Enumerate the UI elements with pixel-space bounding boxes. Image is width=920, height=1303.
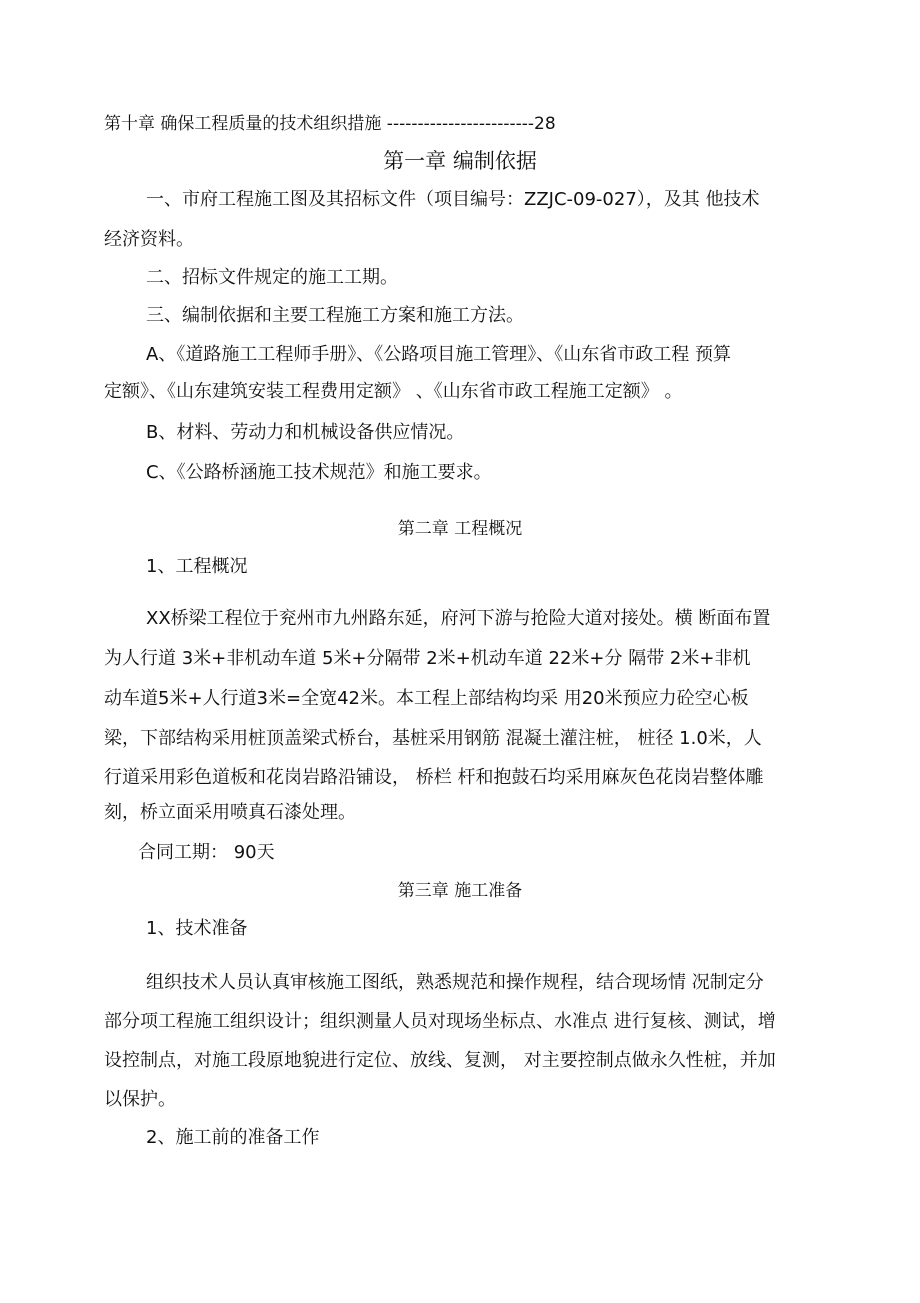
chapter2-para-line: 梁，下部结构采用桩顶盖梁式桥台，基桩采用钢筋 混凝土灌注桩， 桩径 1.0米，人 (104, 728, 762, 749)
chapter1-itemA-line1: A、《道路施工工程师手册》、《公路项目施工管理》、《山东省市政工程 预算 (146, 344, 732, 365)
chapter2-para-line: 刻，桥立面采用喷真石漆处理。 (104, 802, 356, 823)
chapter2-para-line: 为人行道 3米+非机动车道 5米+分隔带 2米+机动车道 22米+分 隔带 2米+非机 (104, 648, 751, 669)
chapter1-title: 第一章 编制依据 (383, 149, 537, 173)
chapter1-item1-line2: 经济资料。 (104, 229, 194, 250)
chapter3-para-line: 以保护。 (104, 1089, 176, 1110)
chapter2-title: 第二章 工程概况 (397, 519, 523, 539)
toc-entry: 第十章 确保工程质量的技术组织措施 ------------------------28 (104, 114, 556, 134)
chapter3-subheading-2: 2、施工前的准备工作 (146, 1127, 320, 1148)
chapter3-para-line: 组织技术人员认真审核施工图纸，熟悉规范和操作规程，结合现场情 况制定分 (146, 972, 764, 993)
chapter1-itemB: B、材料、劳动力和机械设备供应情况。 (146, 422, 465, 443)
chapter1-itemA-line2: 定额》、《山东建筑安装工程费用定额》 、《山东省市政工程施工定额》 。 (104, 381, 683, 402)
chapter2-para-line: 行道采用彩色道板和花岗岩路沿铺设， 桥栏 杆和抱鼓石均采用麻灰色花岗岩整体雕 (104, 767, 764, 788)
chapter3-para-line: 设控制点，对施工段原地貌进行定位、放线、复测， 对主要控制点做永久性桩，并加 (104, 1050, 776, 1071)
chapter3-title: 第三章 施工准备 (397, 881, 523, 901)
chapter3-para-line: 部分项工程施工组织设计；组织测量人员对现场坐标点、水准点 进行复核、测试，增 (104, 1011, 776, 1032)
chapter2-subheading-1: 1、工程概况 (146, 556, 248, 577)
chapter1-item2: 二、招标文件规定的施工工期。 (146, 267, 398, 288)
contract-period: 合同工期： 90天 (138, 842, 275, 863)
chapter2-para-line: 动车道5米+人行道3米=全宽42米。本工程上部结构均采 用20米预应力砼空心板 (104, 688, 749, 709)
chapter3-subheading-1: 1、技术准备 (146, 918, 248, 939)
chapter1-item1-line1: 一、市府工程施工图及其招标文件（项目编号：ZZJC-09-027），及其 他技术 (146, 189, 760, 210)
chapter2-para-line: XX桥梁工程位于兖州市九州路东延，府河下游与抢险大道对接处。横 断面布置 (146, 608, 771, 629)
chapter1-itemC: C、《公路桥涵施工技术规范》和施工要求。 (146, 462, 492, 483)
chapter1-item3: 三、编制依据和主要工程施工方案和施工方法。 (146, 305, 524, 326)
